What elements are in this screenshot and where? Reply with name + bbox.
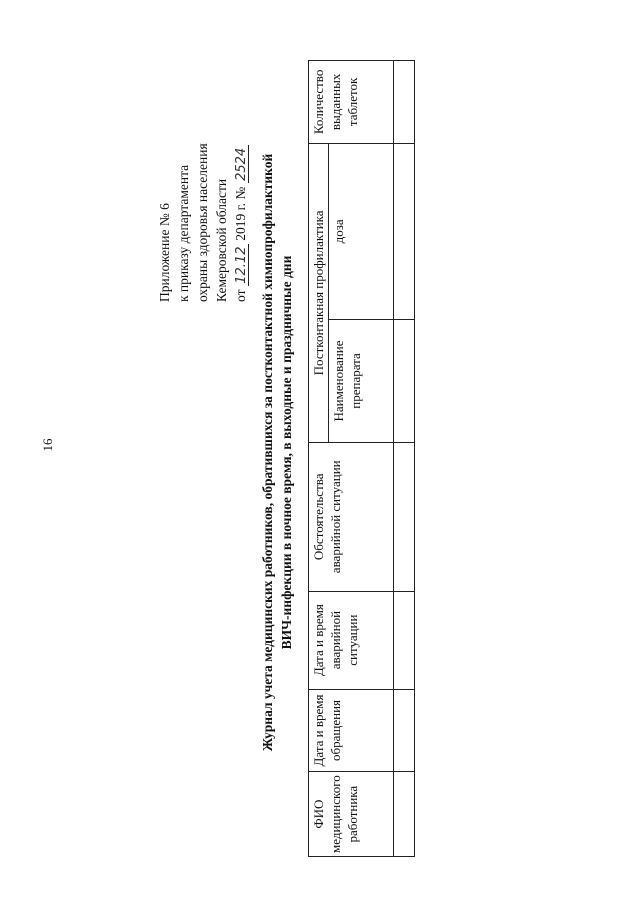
col-header-visit-datetime: Дата и время обращения	[309, 689, 394, 772]
appendix-block	[155, 42, 250, 302]
table-cell	[394, 143, 415, 319]
appendix-date-prefix: от	[233, 289, 248, 302]
col-header-fio: ФИО медицинского работника	[309, 772, 394, 857]
table-cell	[394, 319, 415, 442]
appendix-line-1: Приложение № 6	[157, 203, 172, 302]
journal-table	[308, 60, 415, 857]
table-header-row	[309, 61, 329, 857]
col-header-dose: доза	[329, 143, 394, 319]
appendix-line-3: охраны здоровья населения	[195, 143, 210, 302]
appendix-line-4: Кемеровской области	[214, 178, 229, 302]
table-cell	[394, 443, 415, 592]
appendix-date-suffix: 2019 г. №	[233, 186, 248, 241]
handwritten-date: 12.12	[235, 244, 249, 286]
appendix-line-2: к приказу департамента	[176, 164, 191, 302]
table-row	[394, 61, 415, 857]
table-cell	[394, 591, 415, 689]
handwritten-order-number: 2524	[235, 145, 249, 183]
page-number: 16	[40, 438, 55, 452]
journal-title-line-1: Журнал учета медицинских работников, обратившихся за постконтактной химиопрофилактикой	[260, 153, 275, 752]
col-group-header-prophylaxis: Постконтакная профилактика	[309, 143, 329, 442]
journal-title-line-2: ВИЧ-инфекции в ночное время, в выходные и праздничные дни	[279, 255, 294, 650]
table-cell	[394, 689, 415, 772]
col-header-drug-name: Наименование препарата	[329, 319, 394, 442]
col-header-tablets-count: Количество выданных таблеток	[309, 61, 394, 144]
table-cell	[394, 772, 415, 857]
journal-title	[258, 40, 296, 865]
table-cell	[394, 61, 415, 144]
appendix-order-line	[231, 42, 250, 302]
col-header-circumstances: Обстоятельства аварийной ситуации	[309, 443, 394, 592]
col-header-accident-datetime: Дата и время аварийной ситуации	[309, 591, 394, 689]
